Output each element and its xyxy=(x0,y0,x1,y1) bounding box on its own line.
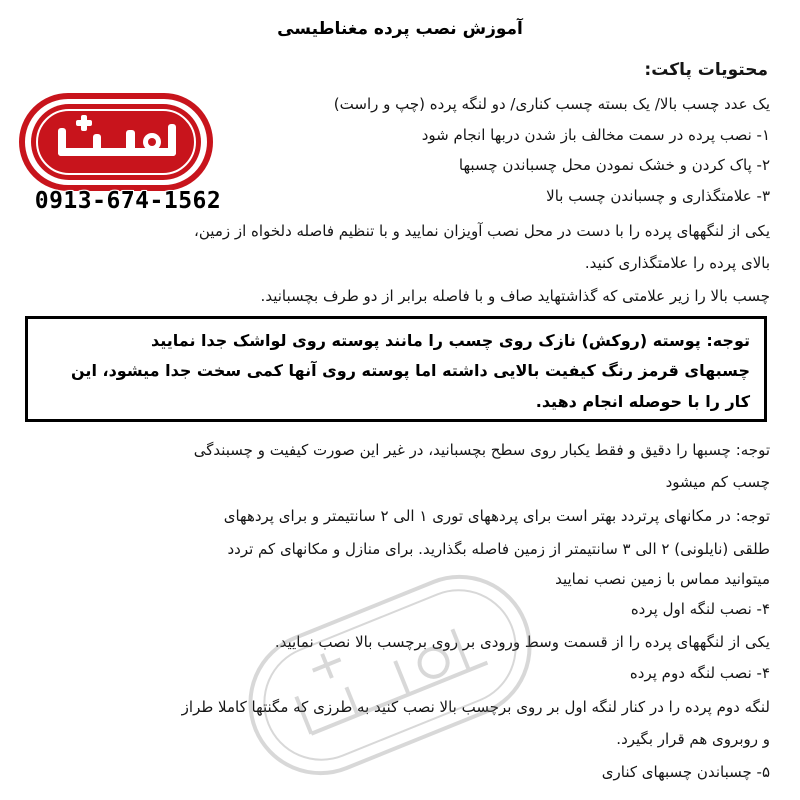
text-line: ۵- چسباندن چسبهای کناری xyxy=(601,763,770,781)
phone-number: 0913-674-1562 xyxy=(34,188,222,214)
brand-logo xyxy=(18,90,214,194)
text-line: ۱- نصب پرده در سمت مخالف باز شدن دربها انجام شود xyxy=(421,126,770,144)
text-line: ۲- پاک کردن و خشک نمودن محل چسباندن چسبها xyxy=(458,156,770,174)
notice-line: چسبهای قرمز رنگ کیفیت بالایی داشته اما پوسته روی آنها کمی سخت جدا میشود، این xyxy=(71,361,750,380)
text-line: ۴- نصب لنگه اول پرده xyxy=(630,600,770,618)
text-line: بالای پرده را علامتگذاری کنید. xyxy=(584,254,770,272)
text-line: چسب کم میشود xyxy=(665,473,770,491)
package-heading: محتویات پاکت: xyxy=(644,60,768,80)
text-line: میتوانید مماس با زمین نصب نمایید xyxy=(555,570,770,588)
text-line: یکی از لنگههای پرده را با دست در محل نصب آویزان نمایید و با تنظیم فاصله دلخواه از زمین، xyxy=(194,222,770,240)
notice-line: کار را با حوصله انجام دهید. xyxy=(535,392,750,411)
logo-watermark xyxy=(225,560,555,790)
text-line: و روبروی هم قرار بگیرد. xyxy=(616,730,770,748)
text-line: طلقی (نایلونی) ۲ الی ۳ سانتیمتر از زمین فاصله بگذارید. برای منازل و مکانهای کم تردد xyxy=(227,540,770,558)
text-line: یک عدد چسب بالا/ یک بسته چسب کناری/ دو لنگه پرده (چپ و راست) xyxy=(333,95,770,113)
text-line: توجه: در مکانهای پرتردد بهتر است برای پردههای توری ۱ الی ۲ سانتیمتر و برای پردههای xyxy=(223,507,770,525)
notice-line: توجه: پوسته (روکش) نازک روی چسب را مانند پوسته روی لواشک جدا نمایید xyxy=(150,331,750,350)
text-line: یکی از لنگههای پرده را از قسمت وسط ورودی بر روی برچسب بالا نصب نمایید. xyxy=(274,633,770,651)
page-title: آموزش نصب پرده مغناطیسی xyxy=(277,19,523,39)
notice-box xyxy=(25,316,767,422)
text-line: ۳- علامتگذاری و چسباندن چسب بالا xyxy=(546,187,770,205)
text-line: چسب بالا را زیر علامتی که گذاشتهاید صاف و با فاصله برابر از دو طرف بچسبانید. xyxy=(260,287,770,305)
text-line: ۴- نصب لنگه دوم پرده xyxy=(629,664,770,682)
text-line: توجه: چسبها را دقیق و فقط یکبار روی سطح بچسبانید، در غیر این صورت کیفیت و چسبندگی xyxy=(193,441,770,459)
text-line: لنگه دوم پرده را در کنار لنگه اول بر روی برچسب بالا نصب کنید به طرزی که مگنتها کاملا طراز xyxy=(181,698,770,716)
